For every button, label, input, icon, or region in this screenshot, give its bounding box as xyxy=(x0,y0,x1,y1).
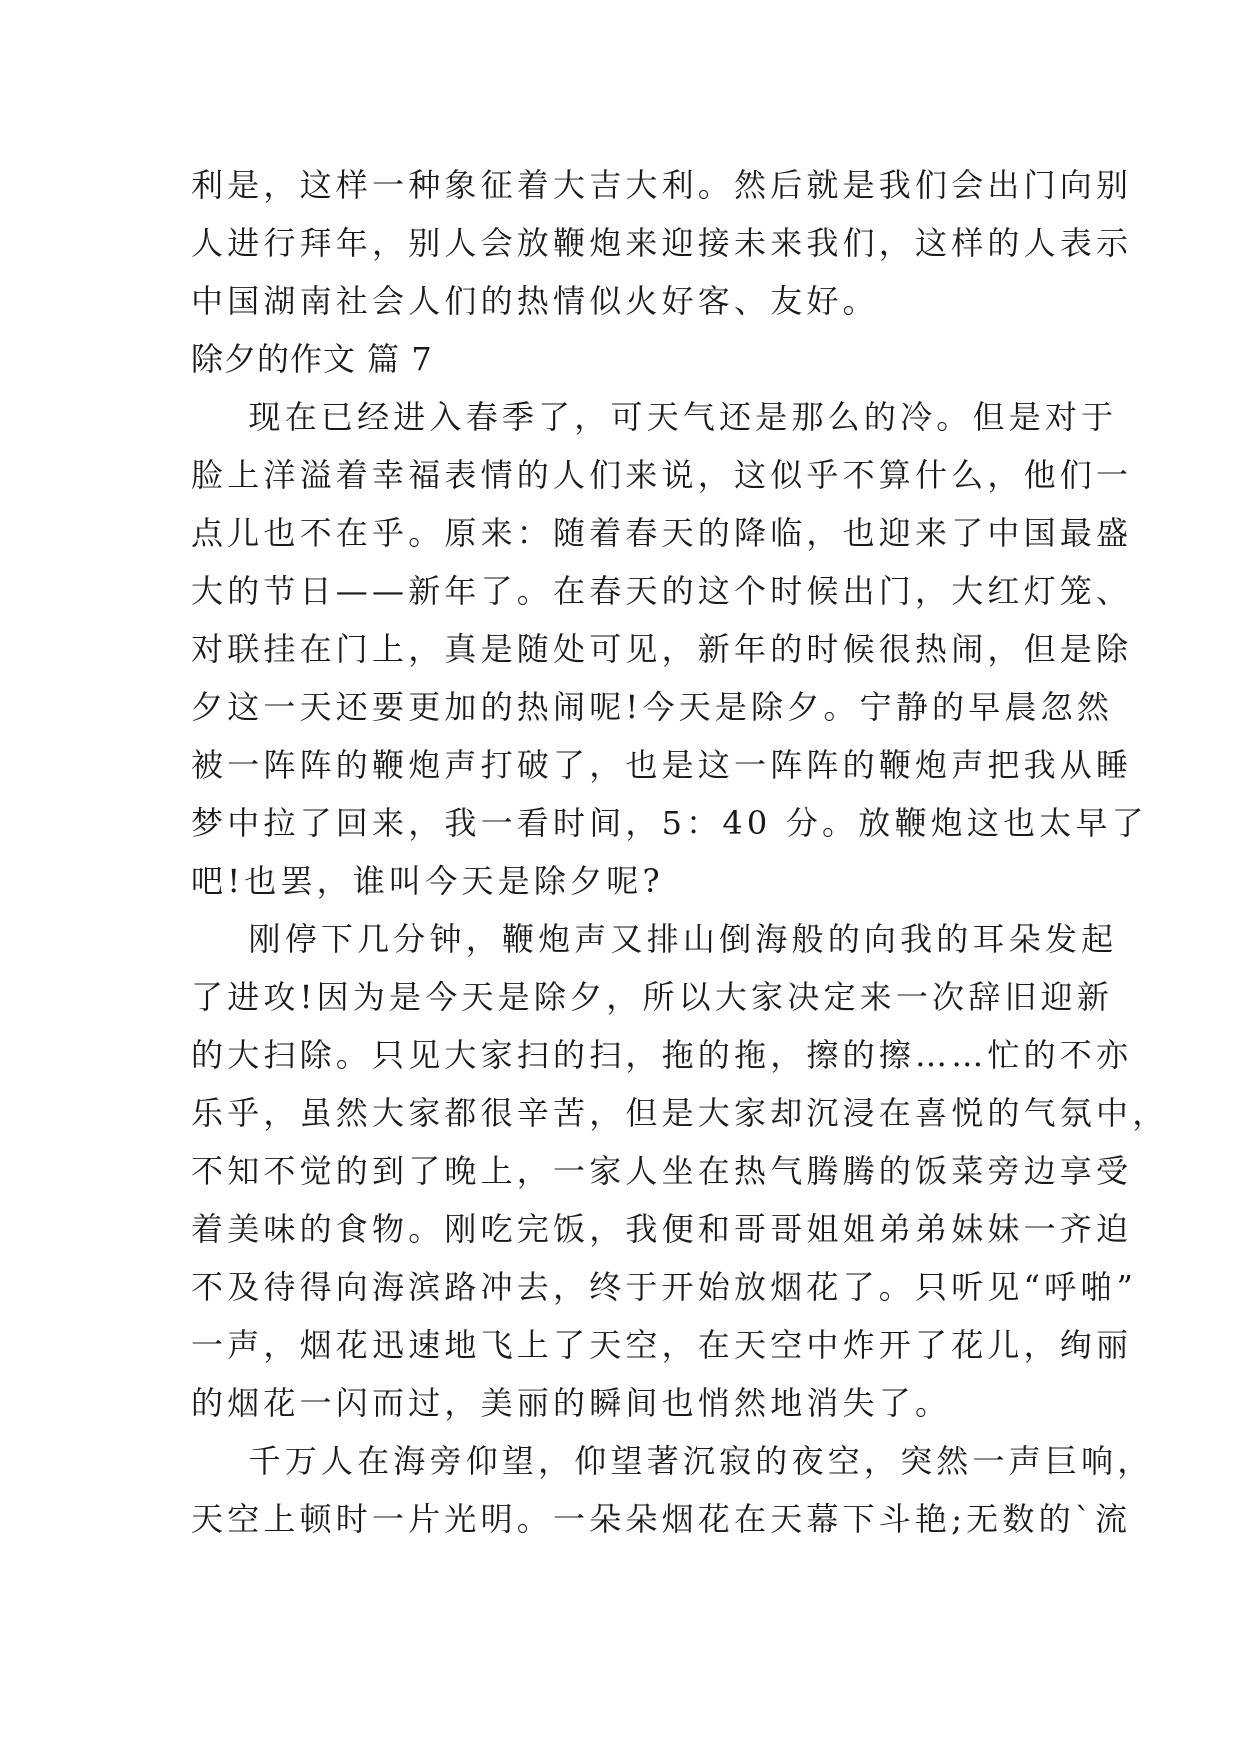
text-line: 脸上洋溢着幸福表情的人们来说，这似乎不算什么，他们一 xyxy=(191,456,1133,494)
section-heading: 除夕的作文 篇 7 xyxy=(191,340,433,378)
paragraph-first-line: 刚停下几分钟，鞭炮声又排山倒海般的向我的耳朵发起 xyxy=(191,920,1118,958)
paragraph-first-line: 千万人在海旁仰望，仰望著沉寂的夜空，突然一声巨响， xyxy=(191,1442,1154,1480)
text-line: 中国湖南社会人们的热情似火好客、友好。 xyxy=(191,282,879,320)
text-line: 点儿也不在乎。原来：随着春天的降临，也迎来了中国最盛 xyxy=(191,514,1133,552)
text-line: 对联挂在门上，真是随处可见，新年的时候很热闹，但是除 xyxy=(191,630,1133,668)
text-line: 着美味的食物。刚吃完饭，我便和哥哥姐姐弟弟妹妹一齐迫 xyxy=(191,1210,1133,1248)
text-line: 的大扫除。只见大家扫的扫，拖的拖，擦的擦……忙的不亦 xyxy=(191,1036,1133,1074)
text-line: 一声，烟花迅速地飞上了天空，在天空中炸开了花儿，绚丽 xyxy=(191,1326,1133,1364)
text-line: 吧!也罢，谁叫今天是除夕呢? xyxy=(191,862,664,900)
text-line: 不及待得向海滨路冲去，终于开始放烟花了。只听见“呼啪” xyxy=(191,1268,1138,1306)
text-line: 利是，这样一种象征着大吉大利。然后就是我们会出门向别 xyxy=(191,166,1133,204)
text-line: 大的节日——新年了。在春天的这个时候出门，大红灯笼、 xyxy=(191,572,1133,610)
text-line: 天空上顿时一片光明。一朵朵烟花在天幕下斗艳;无数的`流 xyxy=(191,1500,1132,1538)
text-line: 不知不觉的到了晚上，一家人坐在热气腾腾的饭菜旁边享受 xyxy=(191,1152,1133,1190)
text-line: 夕这一天还要更加的热闹呢!今天是除夕。宁静的早晨忽然 xyxy=(191,688,1114,726)
text-line: 梦中拉了回来，我一看时间，5：40 分。放鞭炮这也太早了 xyxy=(191,804,1148,842)
text-line: 了进攻!因为是今天是除夕，所以大家决定来一次辞旧迎新 xyxy=(191,978,1114,1016)
text-line: 乐乎，虽然大家都很辛苦，但是大家却沉浸在喜悦的气氛中， xyxy=(191,1094,1169,1132)
text-line: 人进行拜年，别人会放鞭炮来迎接未来我们，这样的人表示 xyxy=(191,224,1133,262)
paragraph-first-line: 现在已经进入春季了，可天气还是那么的冷。但是对于 xyxy=(191,398,1118,436)
text-line: 的烟花一闪而过，美丽的瞬间也悄然地消失了。 xyxy=(191,1384,952,1422)
text-line: 被一阵阵的鞭炮声打破了，也是这一阵阵的鞭炮声把我从睡 xyxy=(191,746,1133,784)
